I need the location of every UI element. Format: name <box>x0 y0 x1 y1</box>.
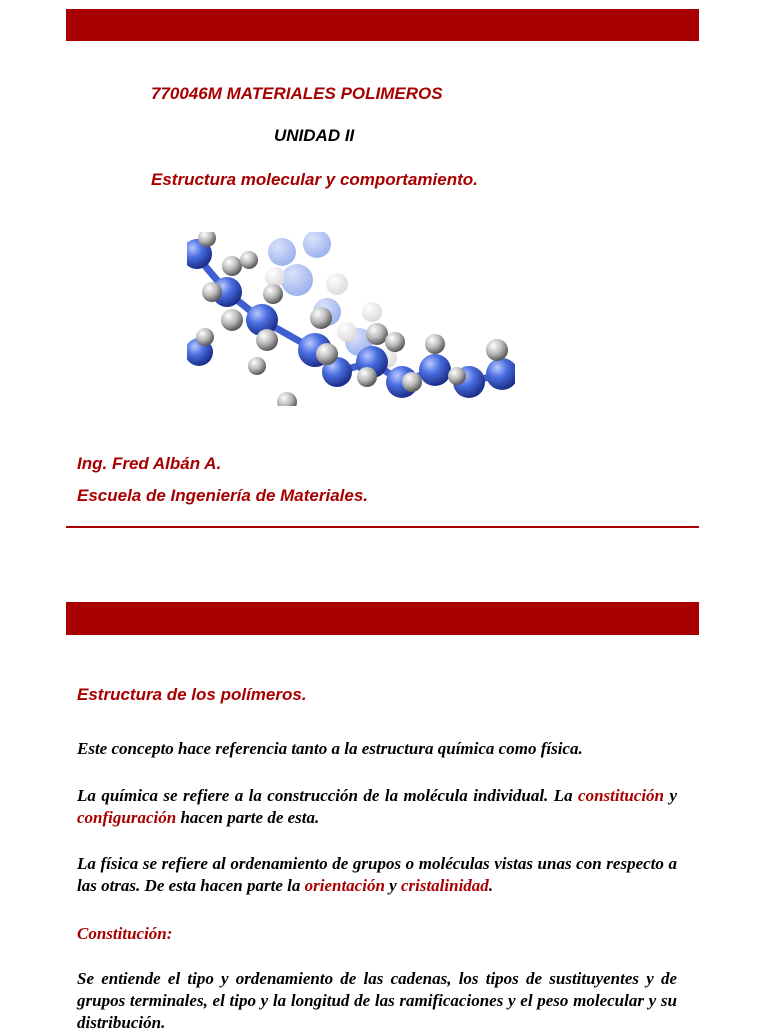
slide-subtitle: Estructura molecular y comportamiento. <box>151 170 478 189</box>
section-heading: Estructura de los polímeros. <box>77 685 307 704</box>
paragraph-text: hacen parte de esta. <box>176 808 320 827</box>
keyword-cristalinidad: cristalinidad <box>400 876 489 895</box>
author-name: Ing. Fred Albán A. <box>77 454 222 473</box>
constitucion-heading: Constitución: <box>77 924 173 943</box>
polymer-molecule-image <box>187 232 515 406</box>
divider-line <box>66 526 699 528</box>
paragraph-text: La física se refiere al ordenamiento de grupos o moléculas vistas unas con respecto a las otras. De esta hacen parte la <box>77 854 677 895</box>
paragraph-constitucion: Se entiende el tipo y ordenamiento de las cadenas, los tipos de sustituyentes y de grupos terminales, el tipo y la longitud de las ramificaciones y el peso molecular y su distribución. <box>77 969 677 1032</box>
school-name: Escuela de Ingeniería de Materiales. <box>77 486 369 505</box>
slide-header-bar-2 <box>66 602 699 635</box>
course-title: 770046M MATERIALES POLIMEROS <box>151 84 443 103</box>
paragraph-chemical <box>77 785 677 829</box>
paragraph-concept: Este concepto hace referencia tanto a la estructura química como física. <box>77 739 583 758</box>
paragraph-text: y <box>664 786 677 805</box>
paragraph-text: y <box>384 876 401 895</box>
slide-header-bar <box>66 9 699 41</box>
unit-title: UNIDAD II <box>274 126 355 145</box>
paragraph-text: . <box>488 876 494 895</box>
keyword-constitucion: constitución <box>578 786 665 805</box>
keyword-orientacion: orientación <box>304 876 385 895</box>
paragraph-physical <box>77 853 677 897</box>
keyword-configuracion: configuración <box>77 808 177 827</box>
paragraph-text: La química se refiere a la construcción de la molécula individual. La <box>77 786 579 805</box>
